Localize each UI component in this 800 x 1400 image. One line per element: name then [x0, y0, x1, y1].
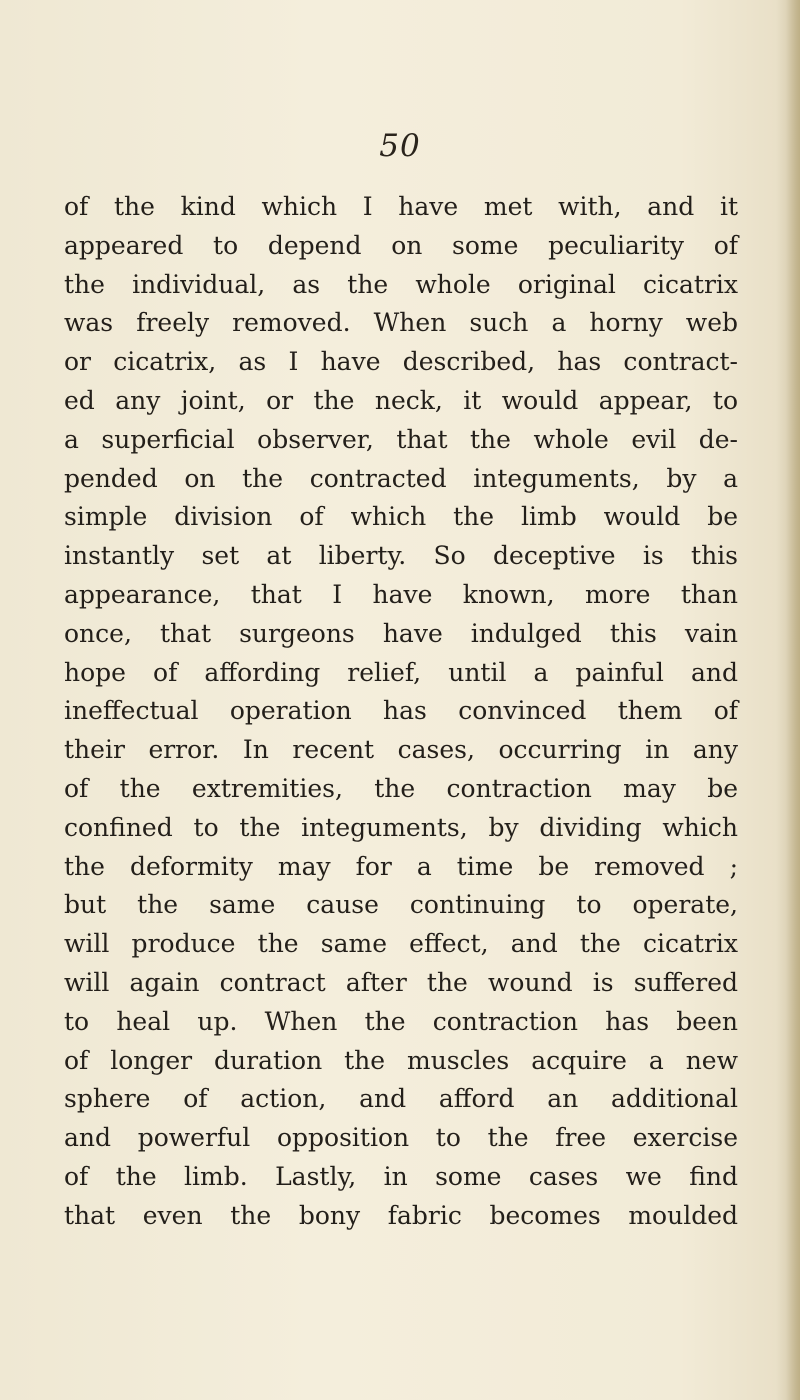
text-line-3: the individual, as the whole original cicatrix: [64, 269, 738, 299]
text-line-13: hope of affording relief, until a painful and: [64, 657, 738, 687]
text-line-4: was freely removed. When such a horny web: [64, 308, 738, 338]
page-edge-shadow: [786, 0, 800, 1400]
text-line-10: instantly set at liberty. So deceptive is this: [64, 541, 738, 571]
text-line-18: the deformity may for a time be removed ;: [64, 851, 738, 881]
text-line-24: sphere of action, and afford an additional: [64, 1084, 738, 1114]
text-line-17: confined to the integuments, by dividing which: [64, 812, 738, 842]
text-line-2: appeared to depend on some peculiarity of: [64, 230, 738, 260]
page-number: 50: [379, 128, 421, 164]
text-line-27: that even the bony fabric becomes moulded: [64, 1200, 738, 1230]
text-line-1: of the kind which I have met with, and it: [64, 192, 738, 221]
text-line-19: but the same cause continuing to operate,: [64, 890, 738, 920]
text-line-8: pended on the contracted integuments, by a: [64, 463, 738, 493]
text-line-9: simple division of which the limb would be: [64, 502, 738, 532]
text-line-15: their error. In recent cases, occurring in any: [64, 735, 738, 765]
text-line-14: ineffectual operation has convinced them of: [64, 696, 738, 726]
text-line-16: of the extremities, the contraction may be: [64, 773, 738, 803]
text-line-22: to heal up. When the contraction has been: [64, 1006, 738, 1036]
text-line-23: of longer duration the muscles acquire a new: [64, 1045, 738, 1075]
text-line-7: a superficial observer, that the whole evil de-: [64, 424, 738, 454]
text-line-11: appearance, that I have known, more than: [64, 579, 738, 609]
text-line-6: ed any joint, or the neck, it would appear, to: [64, 385, 738, 415]
text-line-26: of the limb. Lastly, in some cases we find: [64, 1161, 738, 1191]
text-line-21: will again contract after the wound is suffered: [64, 967, 738, 997]
text-line-5: or cicatrix, as I have described, has contract-: [64, 347, 738, 377]
text-line-12: once, that surgeons have indulged this vain: [64, 618, 738, 648]
body-text: [64, 188, 738, 1236]
text-line-25: and powerful opposition to the free exercise: [64, 1123, 738, 1153]
text-line-20: will produce the same effect, and the cicatrix: [64, 929, 738, 959]
